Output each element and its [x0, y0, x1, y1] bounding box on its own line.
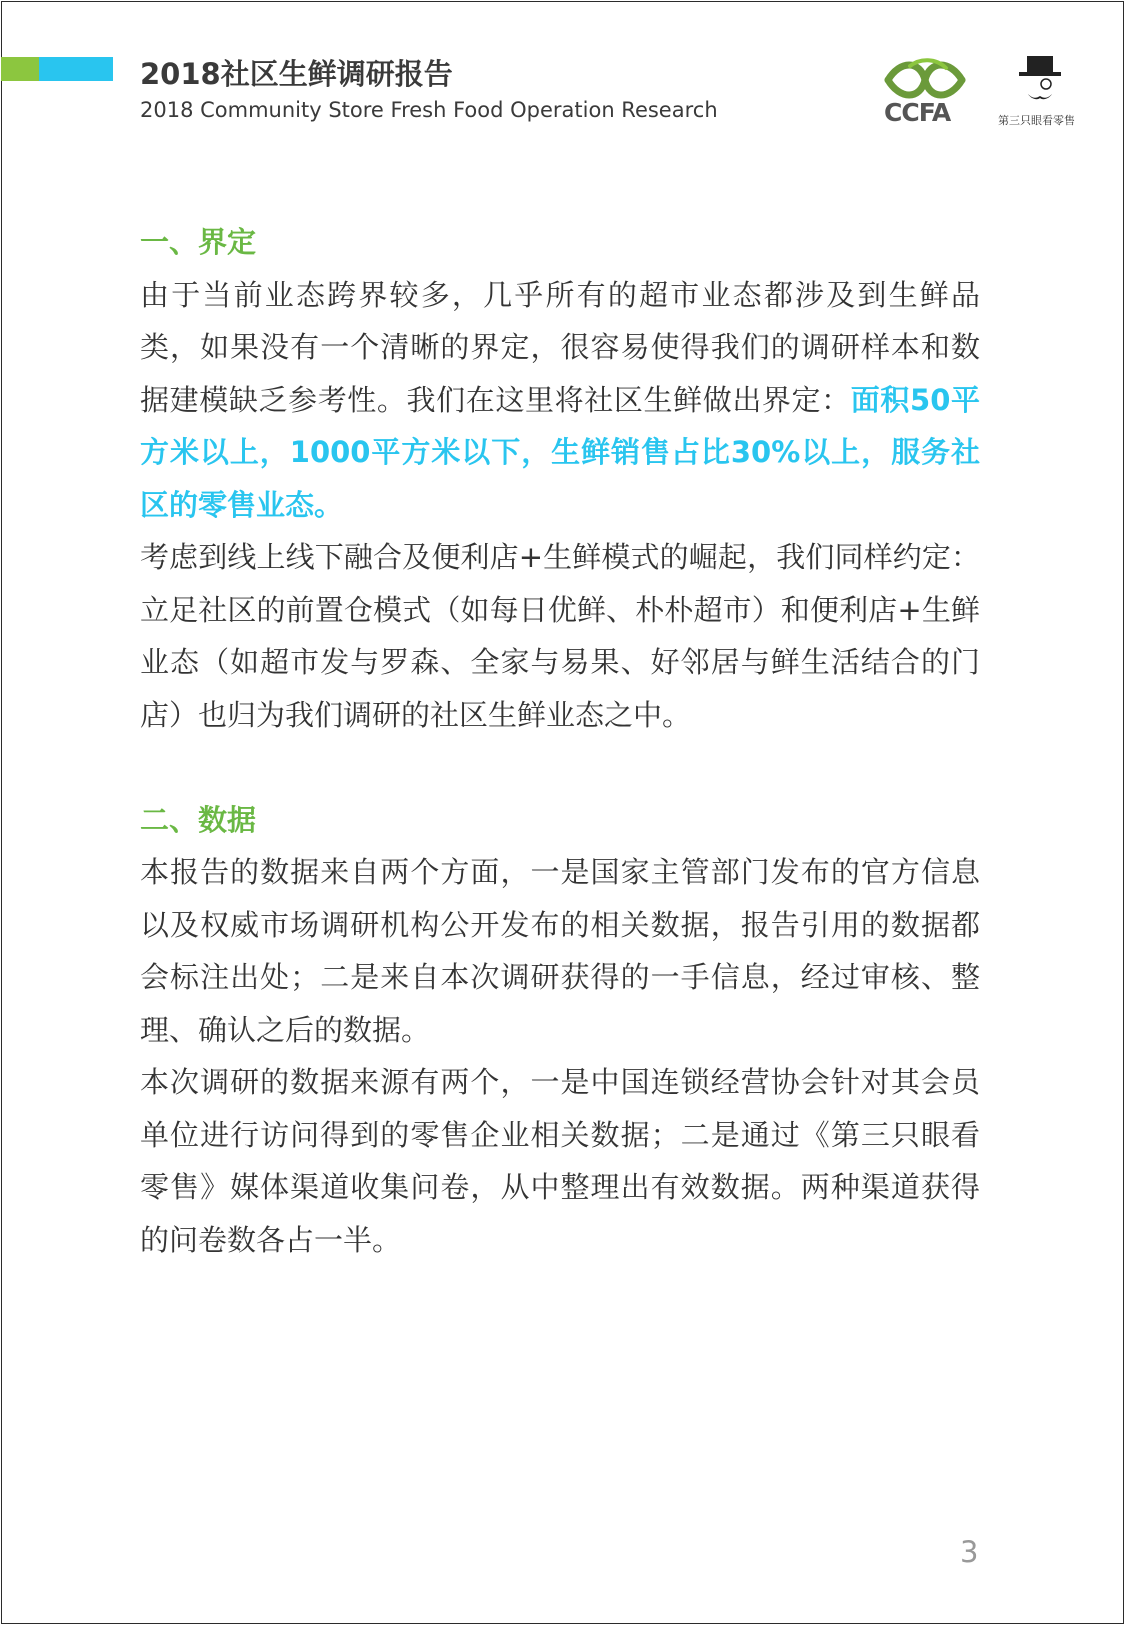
top-hat-mustache-icon	[990, 50, 1090, 110]
definition-highlight: 面积50平方米以上，1000平方米以下，生鲜销售占比30%以上，服务社区的零售业态。	[140, 382, 980, 522]
section-heading-data: 二、数据	[140, 802, 257, 837]
ccfa-logo	[880, 56, 970, 128]
ccfa-logo-icon	[880, 56, 970, 104]
definition-paragraph-1-text: 由于当前业态跨界较多，几乎所有的超市业态都涉及到生鲜品类，如果没有一个清晰的界定，很容易使得我们的调研样本和数据建模缺乏参考性。我们在这里将社区生鲜做出界定：	[140, 277, 980, 417]
third-eye-logo	[990, 50, 1090, 130]
page-content	[140, 216, 980, 1266]
page-number: 3	[960, 1535, 979, 1569]
report-title: 2018社区生鲜调研报告	[140, 57, 453, 91]
header-accent-blue	[39, 57, 113, 81]
data-paragraph-1: 本报告的数据来自两个方面，一是国家主管部门发布的官方信息以及权威市场调研机构公开发布的相关数据，报告引用的数据都会标注出处；二是来自本次调研获得的一手信息，经过审核、整理、确认之后的数据。	[140, 855, 980, 1047]
third-eye-logo-text: 第三只眼看零售	[998, 114, 1075, 127]
data-paragraph-2: 本次调研的数据来源有两个，一是中国连锁经营协会针对其会员单位进行访问得到的零售企业相关数据；二是通过《第三只眼看零售》媒体渠道收集问卷，从中整理出有效数据。两种渠道获得的问卷数各占一半。	[140, 1065, 980, 1257]
header-accent-green	[1, 57, 39, 81]
section-heading-definition: 一、界定	[140, 225, 257, 259]
definition-paragraph-1	[140, 269, 980, 532]
section-spacer	[140, 741, 980, 794]
report-subtitle: 2018 Community Store Fresh Food Operation Research	[140, 98, 718, 122]
definition-paragraph-2: 考虑到线上线下融合及便利店+生鲜模式的崛起，我们同样约定：立足社区的前置仓模式（如每日优鲜、朴朴超市）和便利店+生鲜业态（如超市发与罗森、全家与易果、好邻居与鲜生活结合的门店）也归为我们调研的社区生鲜业态之中。	[140, 540, 980, 732]
ccfa-logo-text: CCFA	[884, 98, 951, 127]
